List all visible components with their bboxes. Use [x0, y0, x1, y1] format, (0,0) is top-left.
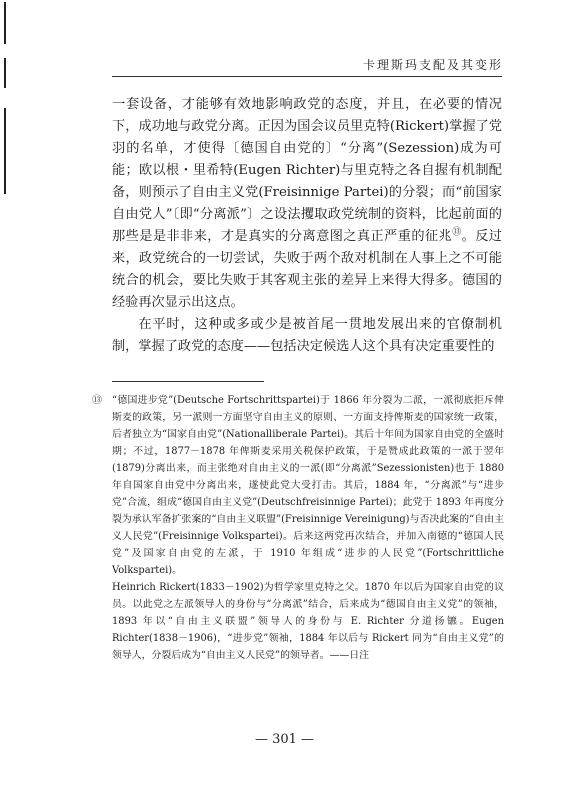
- paragraph: 在平时，这种或多或少是被首尾一贯地发展出来的官僚制机制，掌握了政党的态度——包括决定候选人这个具有决定重要性的: [112, 317, 502, 354]
- footnotes: [92, 392, 504, 664]
- paragraph-text: 一套设备，才能够有效地影响政党的态度，并且，在必要的情况下，成功地与政党分离。正因为国会议员里克特(Rickert)掌握了党羽的名单，才使得〔德国自由党的〕“分离”(Sezession)成为可能；欧以根・里希特(Eugen Richter)与里克特之各自握有机制配备，则预示了自由主义党(Freisinnige Partei)的分裂；而“前国家自由党人”〔即“分离派”〕之设法攫取政党统制的资料，比起前面的那些是是非非来，才是真实的分离意图之真正严重的征兆: [112, 97, 502, 244]
- footnote-text: “德国进步党”(Deutsche Fortschrittspartei)于 1866 年分裂为二派，一派彻底拒斥俾斯麦的政策，另一派则一方面坚守自由主义的原则、一方面支持俾斯麦的国家统一政策，后者独立为“国家自由党”(Nationalliberale Partei)。其后十年间为国家自由党的全盛时期；不过，1877－1878 年俾斯麦采用关税保护政策，于是赞成此政策的一派于翌年(1879)分离出来，而主张绝对自由主义的一派(即“分离派”Sezessionisten)也于 1880 年自国家自由党中分离出来，遂使此党大受打击。其后，1884 年，“分离派”与“进步党”合流，组成“德国自由主义党”(Deutschfreisinnige Partei)；此党于 1893 年再度分裂为承认军备扩张案的“自由主义联盟”(Freisinnige Vereinigung)与否决此案的“自由主义人民党”(Freisinnige Volkspartei)。后来这两党再次结合，并加入南德的“德国人民党”及国家自由党的左派，于 1910 年组成“进步的人民党”(Fortschrittliche Volkspartei)。: [112, 395, 504, 576]
- main-text: [112, 94, 502, 358]
- footnote-rule: [112, 381, 264, 382]
- footnote-number: ⑬: [92, 395, 102, 406]
- left-edge-mark: [4, 108, 6, 194]
- page-number: — 301 —: [254, 732, 315, 747]
- paragraph: [112, 94, 502, 314]
- paragraph-text: 。反过来，政党统合的一切尝试，失败于两个敌对机制在人事上之不可能统合的机会，要比失败于其客观主张的差异上来得大得多。德国的经验再次显示出这点。: [112, 229, 502, 310]
- left-edge-mark: [4, 58, 6, 88]
- footnote-continuation: Heinrich Rickert(1833－1902)为哲学家里克特之父。1870 年以后为国家自由党的议员。以此党之左派领导人的身份与“分离派”结合，后来成为“德国自由主义党”的领袖，1893 年以“自由主义联盟”领导人的身份与 E. Richter 分道扬镳。Eugen Richter(1838－1906)，“进步党”领袖，1884 年以后与 Rickert 同为“自由主义党”的领导人，分裂后成为“自由主义人民党”的领导者。——日注: [112, 582, 504, 661]
- footnote: [92, 392, 504, 579]
- left-edge-mark: [4, 2, 6, 44]
- running-title: 卡理斯玛支配及其变形: [362, 58, 503, 72]
- header-rule: [112, 76, 502, 77]
- footnote-reference[interactable]: ⑬: [452, 227, 462, 238]
